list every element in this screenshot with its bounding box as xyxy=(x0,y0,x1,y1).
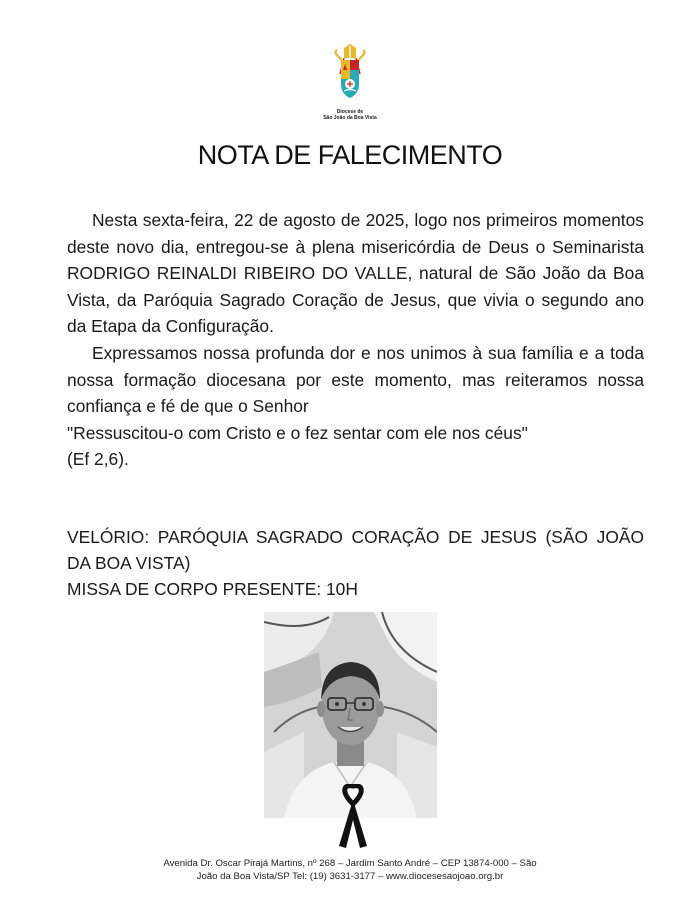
logo-caption xyxy=(310,109,390,121)
funeral-info xyxy=(67,524,644,602)
diocese-coat-of-arms-icon xyxy=(331,44,369,110)
paragraph-1: Nesta sexta-feira, 22 de agosto de 2025, logo nos primeiros momentos deste novo dia, entregou-se à plena misericórdia de Deus o Seminarista RODRIGO REINALDI RIBEIRO DO VALLE, natural de São João da Boa Vista, da Paróquia Sagrado Coração de Jesus, que vivia o segundo ano da Etapa da Configuração. xyxy=(67,210,644,337)
missa-info: MISSA DE CORPO PRESENTE: 10H xyxy=(67,579,358,599)
paragraph-2: Expressamos nossa profunda dor e nos unimos à sua família e a toda nossa formação diocesana por este momento, mas reiteramos nossa confiança e fé de que o Senhor xyxy=(67,342,644,417)
footer-address xyxy=(0,857,700,883)
logo-caption-line2: São João da Boa Vista xyxy=(323,115,377,121)
mourning-ribbon-icon xyxy=(335,784,371,850)
bible-reference: (Ef 2,6). xyxy=(67,449,129,470)
bible-quote: "Ressuscitou-o com Cristo e o fez sentar com ele nos céus" xyxy=(67,422,528,443)
mourning-ribbon xyxy=(335,784,371,850)
page-title: NOTA DE FALECIMENTO xyxy=(197,140,503,170)
logo-caption-line1: Diocese de xyxy=(336,109,364,115)
footer-line1: Avenida Dr. Oscar Pirajá Martins, nº 268 – Jardim Santo André – CEP 13874-000 – São xyxy=(163,858,537,869)
velorio-info: VELÓRIO: PARÓQUIA SAGRADO CORAÇÃO DE JESUS (SÃO JOÃO DA BOA VISTA) xyxy=(67,527,644,573)
footer-line2: João da Boa Vista/SP Tel: (19) 3631-3177 – www.diocesesaojoao.org.br xyxy=(196,871,504,882)
announcement-body xyxy=(67,207,644,473)
